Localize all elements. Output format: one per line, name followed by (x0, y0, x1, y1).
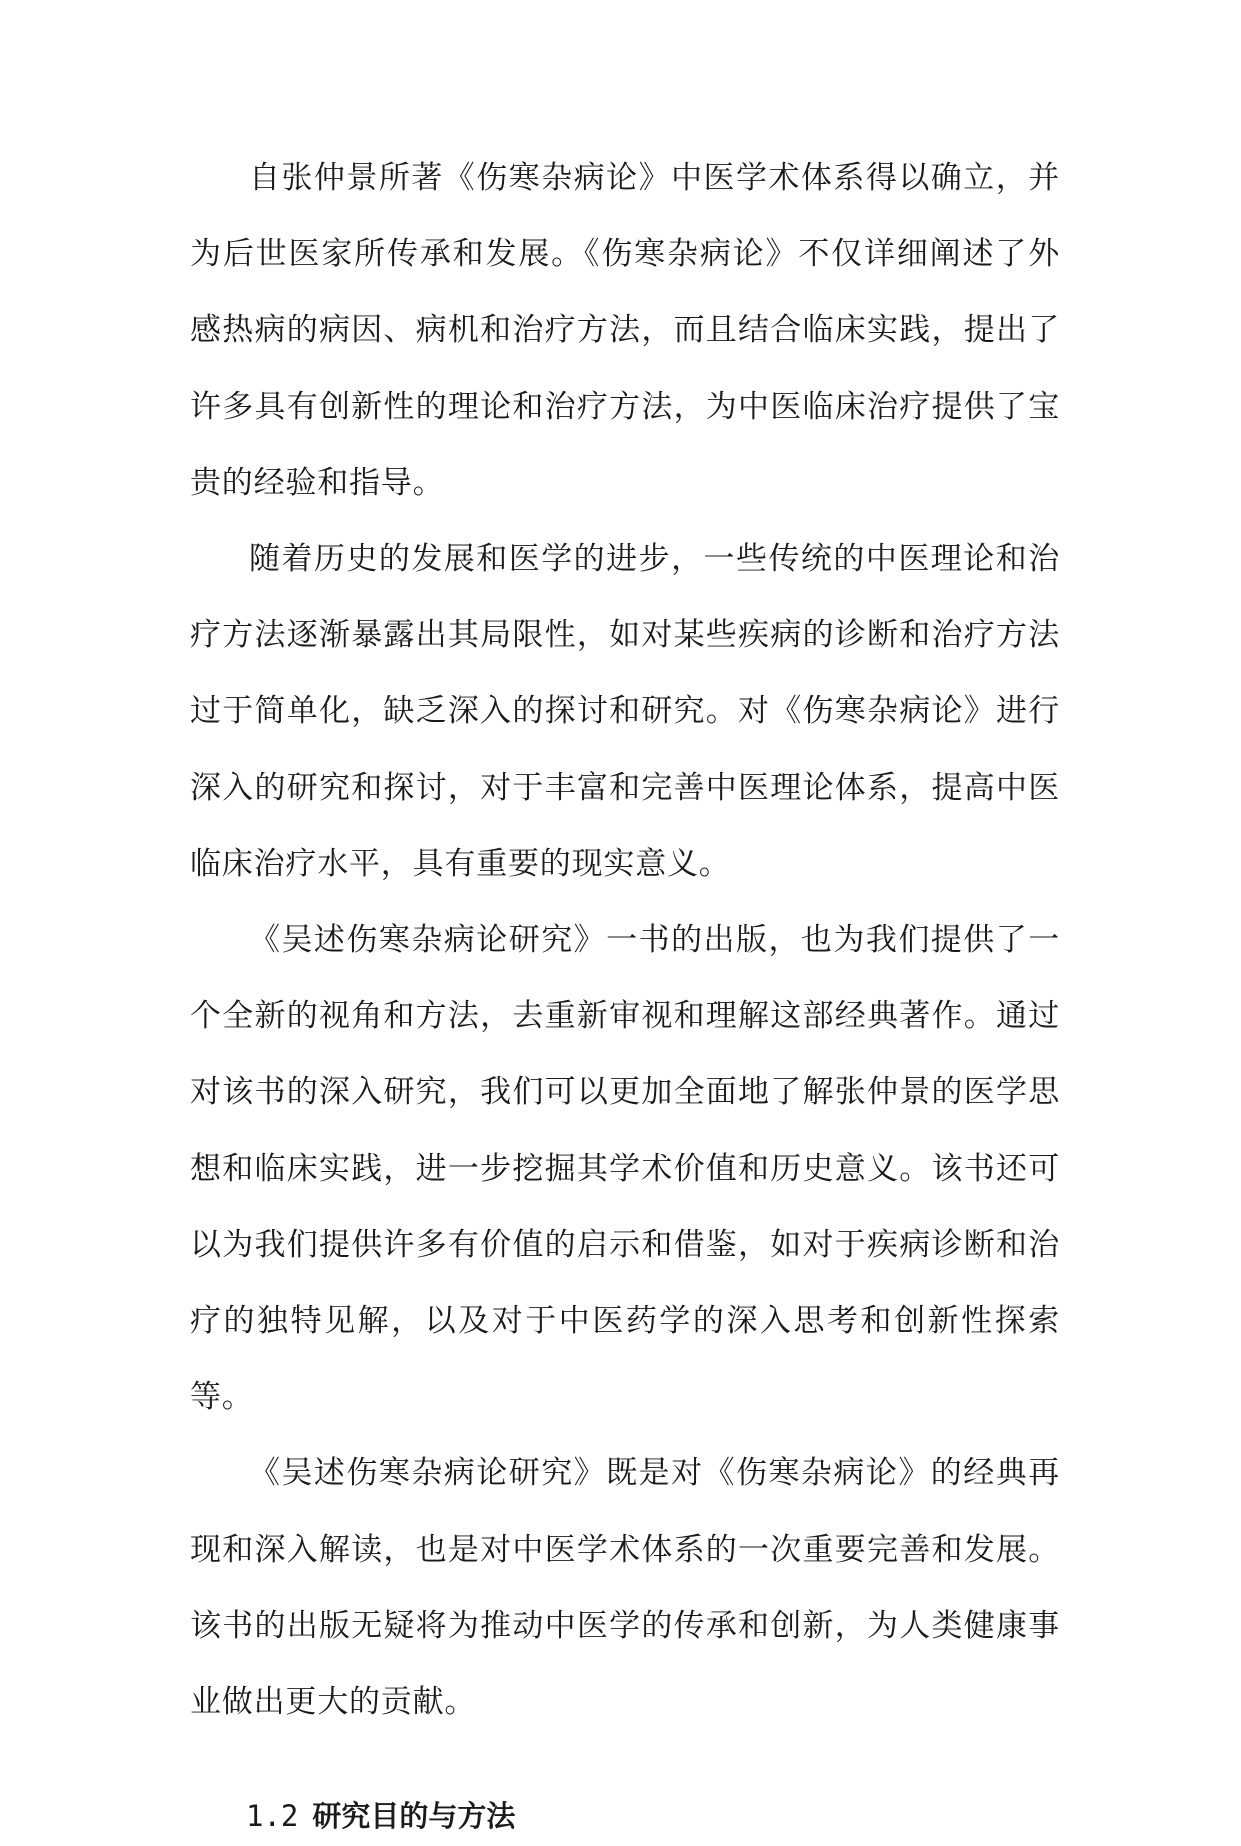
paragraph-book-contribution: 《吴述伤寒杂病论研究》既是对《伤寒杂病论》的经典再现和深入解读，也是对中医学术体系的一次重要完善和发展。该书的出版无疑将为推动中医学的传承和创新，为人类健康事业做出更大的贡献。 (190, 1455, 1060, 1721)
paragraph-limitations: 随着历史的发展和医学的进步，一些传统的中医理论和治疗方法逐渐暴露出其局限性，如对某些疾病的诊断和治疗方法过于简单化，缺乏深入的探讨和研究。对《伤寒杂病论》进行深入的研究和探讨，对于丰富和完善中医理论体系，提高中医临床治疗水平，具有重要的现实意义。 (190, 541, 1060, 882)
section-number: 1.2 (246, 1799, 299, 1834)
document-body (190, 140, 1060, 1846)
section-title: 研究目的与方法 (312, 1799, 516, 1834)
section-heading (190, 1786, 1060, 1846)
paragraph-background: 自张仲景所著《伤寒杂病论》中医学术体系得以确立，并为后世医家所传承和发展。《伤寒杂病论》不仅详细阐述了外感热病的病因、病机和治疗方法，而且结合临床实践，提出了许多具有创新性的理论和治疗方法，为中医临床治疗提供了宝贵的经验和指导。 (190, 160, 1060, 501)
paragraph-book-perspective: 《吴述伤寒杂病论研究》一书的出版，也为我们提供了一个全新的视角和方法，去重新审视和理解这部经典著作。通过对该书的深入研究，我们可以更加全面地了解张仲景的医学思想和临床实践，进一步挖掘其学术价值和历史意义。该书还可以为我们提供许多有价值的启示和借鉴，如对于疾病诊断和治疗的独特见解，以及对于中医药学的深入思考和创新性探索等。 (190, 922, 1060, 1416)
